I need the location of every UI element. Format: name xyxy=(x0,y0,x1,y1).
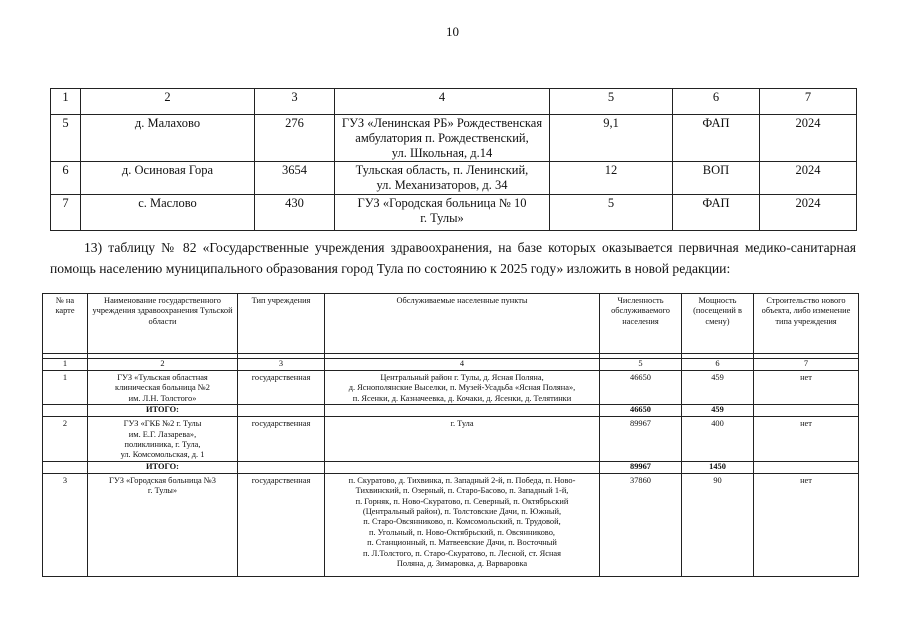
empty-cell xyxy=(238,405,325,417)
settlements-line: п. Ясенки, д. Казначеевка, д. Кочаки, д. Ясенки, д. Телятинки xyxy=(352,393,572,403)
settlements-table xyxy=(50,88,857,231)
settlements-line: Центральный район г. Тулы, д. Ясная Поляна, xyxy=(380,373,544,382)
institution-line: ул. Механизаторов, д. 34 xyxy=(376,178,508,192)
population-value: 89967 xyxy=(600,417,682,462)
construction-value: нет xyxy=(754,417,859,462)
population-value: 37860 xyxy=(600,473,682,576)
institution-name xyxy=(88,473,238,576)
facility-type: ВОП xyxy=(673,162,760,195)
total-row xyxy=(43,461,859,473)
institution-line: г. Тулы» xyxy=(420,211,464,225)
total-capacity: 459 xyxy=(682,405,754,417)
institution-line: ул. Школьная, д.14 xyxy=(391,146,493,160)
empty-cell xyxy=(43,405,88,417)
empty-cell xyxy=(43,461,88,473)
column-number-cell: 4 xyxy=(335,89,550,115)
population-value: 46650 xyxy=(600,371,682,405)
column-number-cell: 2 xyxy=(88,359,238,371)
table-row xyxy=(51,162,857,195)
served-settlements xyxy=(325,473,600,576)
institution-cell xyxy=(335,195,550,231)
settlement-name: с. Маслово xyxy=(81,195,255,231)
column-number-cell: 5 xyxy=(550,89,673,115)
name-line: ул. Комсомольская, д. 1 xyxy=(120,450,205,460)
institution-type: государственная xyxy=(238,417,325,462)
served-settlements xyxy=(325,371,600,405)
settlements-line: Тихвинский, п. Озерный, п. Старо-Басово, п. Западный 1-й, xyxy=(355,486,569,496)
facility-type: ФАП xyxy=(673,195,760,231)
distance-value: 12 xyxy=(550,162,673,195)
table-row xyxy=(43,417,859,462)
empty-cell xyxy=(325,461,600,473)
total-label: ИТОГО: xyxy=(88,405,238,417)
map-number: 2 xyxy=(43,417,88,462)
name-line: ГУЗ «Тульская областная xyxy=(117,373,208,382)
column-number-cell: 2 xyxy=(81,89,255,115)
distance-value: 5 xyxy=(550,195,673,231)
settlement-name: д. Малахово xyxy=(81,115,255,162)
settlements-line: д. Яснополянские Выселки, п. Музей-Усадьба «Ясная Поляна», xyxy=(348,383,576,393)
settlements-line: п. Угольный, п. Ново-Октябрьский, п. Овсянниково, xyxy=(369,527,555,537)
population-value: 430 xyxy=(255,195,335,231)
column-header: № на карте xyxy=(43,294,88,354)
institution-line: амбулатория п. Рождественский, xyxy=(355,131,529,145)
institution-cell xyxy=(335,162,550,195)
institution-line: ГУЗ «Ленинская РБ» Рождественская xyxy=(341,116,543,130)
construction-value: нет xyxy=(754,371,859,405)
institution-name xyxy=(88,417,238,462)
empty-cell xyxy=(325,405,600,417)
year-value: 2024 xyxy=(760,195,857,231)
settlements-line: п. Станционный, п. Матвеевские Дачи, п. Восточный xyxy=(367,538,557,548)
column-header: Строительство нового объекта, либо изменение типа учреждения xyxy=(754,294,859,354)
column-number-cell: 3 xyxy=(238,359,325,371)
total-capacity: 1450 xyxy=(682,461,754,473)
column-number-cell: 1 xyxy=(43,359,88,371)
settlements-line: п. Л.Толстого, п. Старо-Скуратово, п. Лесной, ст. Ясная xyxy=(362,548,561,558)
year-value: 2024 xyxy=(760,162,857,195)
column-number-cell: 7 xyxy=(760,89,857,115)
column-number-cell: 1 xyxy=(51,89,81,115)
table-row xyxy=(43,371,859,405)
institution-type: государственная xyxy=(238,473,325,576)
facility-type: ФАП xyxy=(673,115,760,162)
map-number: 1 xyxy=(43,371,88,405)
institution-line: Тульская область, п. Ленинский, xyxy=(355,163,529,177)
column-header: Тип учреждения xyxy=(238,294,325,354)
total-population: 89967 xyxy=(600,461,682,473)
empty-cell xyxy=(754,461,859,473)
table-header-row xyxy=(43,294,859,354)
settlements-line: п. Скуратово, д. Тихвинка, п. Западный 2-й, п. Победа, п. Ново- xyxy=(348,475,576,485)
row-number: 7 xyxy=(51,195,81,231)
settlements-line: Поляна, д. Зимаровка, д. Варваровка xyxy=(396,559,528,569)
settlements-line: (Центральный район), п. Толстовские Дачи, п. Южный, xyxy=(362,507,562,517)
name-line: г. Тулы» xyxy=(147,486,178,496)
name-line: ГУЗ «Городская больница №3 xyxy=(109,475,216,485)
population-value: 276 xyxy=(255,115,335,162)
institution-type: государственная xyxy=(238,371,325,405)
institution-name xyxy=(88,371,238,405)
row-number: 6 xyxy=(51,162,81,195)
table-header-row xyxy=(51,89,857,115)
population-value: 3654 xyxy=(255,162,335,195)
healthcare-institutions-table xyxy=(42,293,859,577)
year-value: 2024 xyxy=(760,115,857,162)
total-label: ИТОГО: xyxy=(88,461,238,473)
name-line: ГУЗ «ГКБ №2 г. Тулы xyxy=(123,419,202,429)
total-row xyxy=(43,405,859,417)
name-line: им. Л.Н. Толстого» xyxy=(128,393,197,403)
distance-value: 9,1 xyxy=(550,115,673,162)
column-header: Наименование государственного учреждения здравоохранения Тульской области xyxy=(88,294,238,354)
column-number-cell: 5 xyxy=(600,359,682,371)
table-row xyxy=(43,473,859,576)
column-number-cell: 7 xyxy=(754,359,859,371)
capacity-value: 459 xyxy=(682,371,754,405)
column-number-row xyxy=(43,359,859,371)
settlement-name: д. Осиновая Гора xyxy=(81,162,255,195)
institution-cell xyxy=(335,115,550,162)
column-header: Обслуживаемые населенные пункты xyxy=(325,294,600,354)
amendment-paragraph: 13) таблицу № 82 «Государственные учреждения здравоохранения, на базе которых оказывается первичная медико-санитарная помощь населению муниципального образования город Тула по состоянию к 2025 году» изложить в новой редакции: xyxy=(50,240,856,276)
settlements-line: п. Старо-Овсянниково, п. Комсомольский, п. Трудовой, xyxy=(363,517,561,527)
settlements-line: г. Тула xyxy=(450,419,474,429)
column-number-cell: 3 xyxy=(255,89,335,115)
served-settlements xyxy=(325,417,600,462)
column-header: Мощность (посещений в смену) xyxy=(682,294,754,354)
name-line: поликлиника, г. Тула, xyxy=(124,440,201,450)
name-line: клиническая больница №2 xyxy=(115,383,210,393)
map-number: 3 xyxy=(43,473,88,576)
construction-value: нет xyxy=(754,473,859,576)
name-line: им. Е.Г. Лазарева», xyxy=(128,429,197,439)
empty-cell xyxy=(238,461,325,473)
table-row xyxy=(51,195,857,231)
settlements-line: п. Горняк, п. Ново-Скуратово, п. Северный, п. Октябрьский xyxy=(355,496,569,506)
column-number-cell: 6 xyxy=(682,359,754,371)
empty-cell xyxy=(754,405,859,417)
capacity-value: 90 xyxy=(682,473,754,576)
table-row xyxy=(51,115,857,162)
institution-line: ГУЗ «Городская больница № 10 xyxy=(357,196,527,210)
total-population: 46650 xyxy=(600,405,682,417)
column-header: Численность обслуживаемого населения xyxy=(600,294,682,354)
column-number-cell: 6 xyxy=(673,89,760,115)
page-number: 10 xyxy=(446,24,459,39)
row-number: 5 xyxy=(51,115,81,162)
capacity-value: 400 xyxy=(682,417,754,462)
column-number-cell: 4 xyxy=(325,359,600,371)
